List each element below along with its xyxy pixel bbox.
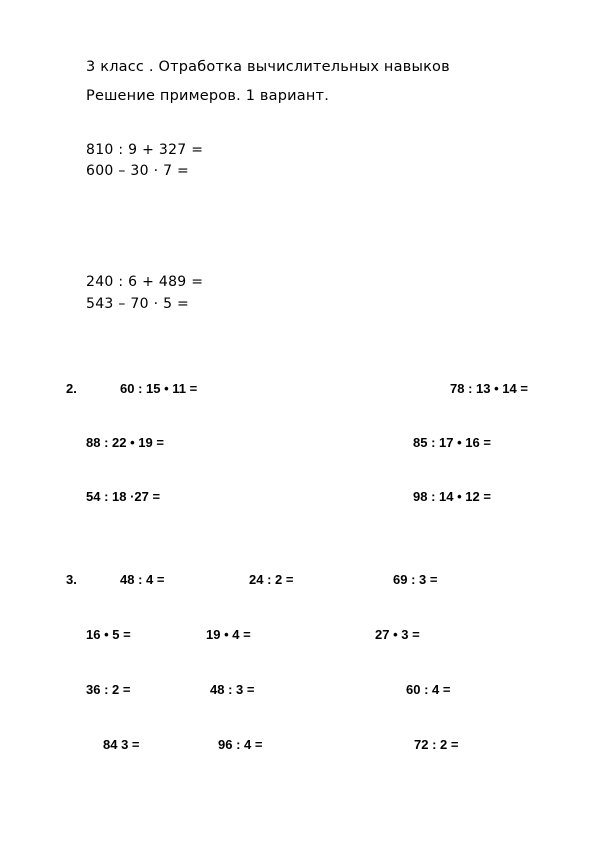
task3-expression: 16 • 5 = <box>86 627 131 642</box>
task3-expression: 24 : 2 = <box>249 572 294 587</box>
task3-expression: 48 : 4 = <box>120 572 165 587</box>
task3-expression: 60 : 4 = <box>406 682 451 697</box>
task3-expression: 48 : 3 = <box>210 682 255 697</box>
task3-expression: 36 : 2 = <box>86 682 131 697</box>
worksheet-subtitle: Решение примеров. 1 вариант. <box>86 88 330 104</box>
task3-expression: 84 3 = <box>103 737 140 752</box>
task3-expression: 19 • 4 = <box>206 627 251 642</box>
task3-expression: 69 : 3 = <box>393 572 438 587</box>
task2-expression: 98 : 14 • 12 = <box>413 489 491 504</box>
task3-expression: 96 : 4 = <box>218 737 263 752</box>
task2-expression: 88 : 22 • 19 = <box>86 435 164 450</box>
task2-expression: 85 : 17 • 16 = <box>413 435 491 450</box>
task1-expression: 600 – 30 · 7 = <box>86 163 190 179</box>
task2-expression: 54 : 18 ·27 = <box>86 489 161 504</box>
task3-expression: 27 • 3 = <box>375 627 420 642</box>
task2-expression: 60 : 15 • 11 = <box>120 381 198 396</box>
task3-number: 3. <box>66 572 77 587</box>
task1-expression: 543 – 70 · 5 = <box>86 296 190 312</box>
task1-expression: 240 : 6 + 489 = <box>86 274 204 290</box>
task2-number: 2. <box>66 381 77 396</box>
task1-expression: 810 : 9 + 327 = <box>86 142 204 158</box>
task2-expression: 78 : 13 • 14 = <box>450 381 528 396</box>
worksheet-title: 3 класс . Отработка вычислительных навыков <box>86 59 450 75</box>
task3-expression: 72 : 2 = <box>414 737 459 752</box>
